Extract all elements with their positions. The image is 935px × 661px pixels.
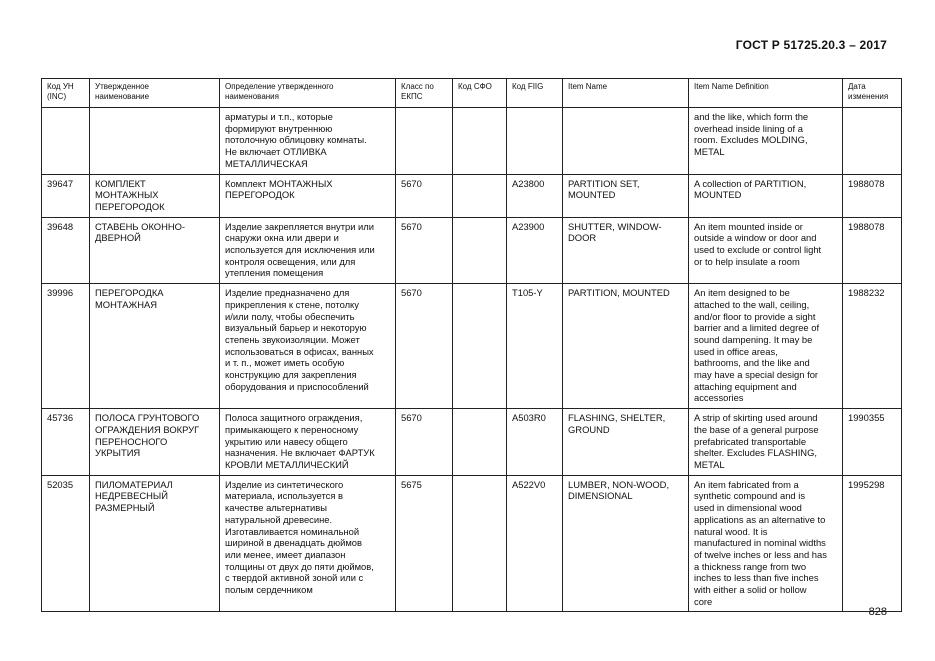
col-header-definition: Определение утвержденного наименования bbox=[220, 79, 396, 108]
cell-inc: 52035 bbox=[42, 475, 90, 612]
cell-item-definition: An item designed to be attached to the wall, ceiling, and/or floor to provide a sight barrier and a limited degree of sound dampening. It may be used in office areas, bathrooms, and the like and may have a special design for attaching equipment and accessories bbox=[689, 284, 843, 409]
cell-approved-name: ПОЛОСА ГРУНТОВОГО ОГРАЖДЕНИЯ ВОКРУГ ПЕРЕНОСНОГО УКРЫТИЯ bbox=[90, 409, 220, 476]
cell-item-name: PARTITION, MOUNTED bbox=[563, 284, 689, 409]
cell-approved-name: КОМПЛЕКТ МОНТАЖНЫХ ПЕРЕГОРОДОК bbox=[90, 174, 220, 217]
cell-inc: 39647 bbox=[42, 174, 90, 217]
cell-approved-name: ПИЛОМАТЕРИАЛ НЕДРЕВЕСНЫЙ РАЗМЕРНЫЙ bbox=[90, 475, 220, 612]
table-header-row bbox=[42, 79, 902, 108]
col-header-class: Класс по ЕКПС bbox=[396, 79, 453, 108]
col-header-item-name: Item Name bbox=[563, 79, 689, 108]
cell-item-definition: An item fabricated from a synthetic compound and is used in dimensional wood applications as an alternative to natural wood. It is manufactured in nominal widths of twelve inches or less and has a thickness range from two inches to less than five inches with either a solid or hollow core bbox=[689, 475, 843, 612]
table-row bbox=[42, 284, 902, 409]
cell-sfo bbox=[453, 108, 507, 175]
cell-class: 5670 bbox=[396, 217, 453, 284]
cell-fiig: A503R0 bbox=[507, 409, 563, 476]
cell-item-name: SHUTTER, WINDOW- DOOR bbox=[563, 217, 689, 284]
col-header-sfo: Код СФО bbox=[453, 79, 507, 108]
cell-fiig bbox=[507, 108, 563, 175]
cell-definition: Изделие из синтетического материала, используется в качестве альтернативы натуральной древесине. Изготавливается номинальной шириной в двенадцать дюймов или менее, имеет диапазон толщины от двух до пяти дюймов, с твердой активной зоной или с полым сердечником bbox=[220, 475, 396, 612]
table-row bbox=[42, 217, 902, 284]
cell-sfo bbox=[453, 174, 507, 217]
cell-class bbox=[396, 108, 453, 175]
cell-sfo bbox=[453, 284, 507, 409]
cell-date: 1995298 bbox=[843, 475, 902, 612]
cell-inc: 39648 bbox=[42, 217, 90, 284]
cell-definition: Изделие закрепляется внутри или снаружи окна или двери и используется для исключения или контроля освещения, или для утепления помещения bbox=[220, 217, 396, 284]
cell-item-definition: and the like, which form the overhead inside lining of a room. Excludes MOLDING, METAL bbox=[689, 108, 843, 175]
cell-sfo bbox=[453, 475, 507, 612]
cell-definition: Комплект МОНТАЖНЫХ ПЕРЕГОРОДОК bbox=[220, 174, 396, 217]
cell-class: 5675 bbox=[396, 475, 453, 612]
cell-inc bbox=[42, 108, 90, 175]
cell-fiig: A23900 bbox=[507, 217, 563, 284]
cell-item-definition: A strip of skirting used around the base of a general purpose prefabricated transportable shelter. Excludes FLASHING, METAL bbox=[689, 409, 843, 476]
col-header-inc: Код УН (INC) bbox=[42, 79, 90, 108]
cell-inc: 39996 bbox=[42, 284, 90, 409]
table-row bbox=[42, 108, 902, 175]
cell-approved-name: СТАВЕНЬ ОКОННО- ДВЕРНОЙ bbox=[90, 217, 220, 284]
cell-date bbox=[843, 108, 902, 175]
cell-class: 5670 bbox=[396, 409, 453, 476]
cell-approved-name: ПЕРЕГОРОДКА МОНТАЖНАЯ bbox=[90, 284, 220, 409]
cell-fiig: A522V0 bbox=[507, 475, 563, 612]
cell-sfo bbox=[453, 409, 507, 476]
cell-item-name bbox=[563, 108, 689, 175]
cell-approved-name bbox=[90, 108, 220, 175]
cell-item-name: FLASHING, SHELTER, GROUND bbox=[563, 409, 689, 476]
cell-date: 1990355 bbox=[843, 409, 902, 476]
cell-item-definition: An item mounted inside or outside a window or door and used to exclude or control light or to help insulate a room bbox=[689, 217, 843, 284]
table-row bbox=[42, 409, 902, 476]
cell-item-name: PARTITION SET, MOUNTED bbox=[563, 174, 689, 217]
cell-inc: 45736 bbox=[42, 409, 90, 476]
table-row bbox=[42, 174, 902, 217]
col-header-date: Дата изменения bbox=[843, 79, 902, 108]
cell-definition: Изделие предназначено для прикрепления к стене, потолку и/или полу, чтобы обеспечить визуальный барьер и некоторую степень звукоизоляции. Может использоваться в офисах, ванных и т. п., может иметь особую конструкцию для закрепления оборудования и приспособлений bbox=[220, 284, 396, 409]
document-title: ГОСТ Р 51725.20.3 – 2017 bbox=[735, 38, 887, 52]
col-header-item-definition: Item Name Definition bbox=[689, 79, 843, 108]
page-number: 828 bbox=[868, 606, 887, 618]
cell-class: 5670 bbox=[396, 174, 453, 217]
cell-item-definition: A collection of PARTITION, MOUNTED bbox=[689, 174, 843, 217]
cell-date: 1988078 bbox=[843, 217, 902, 284]
cell-fiig: A23800 bbox=[507, 174, 563, 217]
cell-class: 5670 bbox=[396, 284, 453, 409]
col-header-approved-name: Утвержденное наименование bbox=[90, 79, 220, 108]
cell-sfo bbox=[453, 217, 507, 284]
cell-fiig: T105-Y bbox=[507, 284, 563, 409]
cell-date: 1988232 bbox=[843, 284, 902, 409]
cell-item-name: LUMBER, NON-WOOD, DIMENSIONAL bbox=[563, 475, 689, 612]
cell-date: 1988078 bbox=[843, 174, 902, 217]
table-row bbox=[42, 475, 902, 612]
col-header-fiig: Код FIIG bbox=[507, 79, 563, 108]
items-table bbox=[41, 78, 902, 612]
cell-definition: арматуры и т.п., которые формируют внутреннюю потолочную облицовку комнаты. Не включает ОТЛИВКА МЕТАЛЛИЧЕСКАЯ bbox=[220, 108, 396, 175]
cell-definition: Полоса защитного ограждения, примыкающего к переносному укрытию или навесу общего назначения. Не включает ФАРТУК КРОВЛИ МЕТАЛЛИЧЕСКИЙ bbox=[220, 409, 396, 476]
